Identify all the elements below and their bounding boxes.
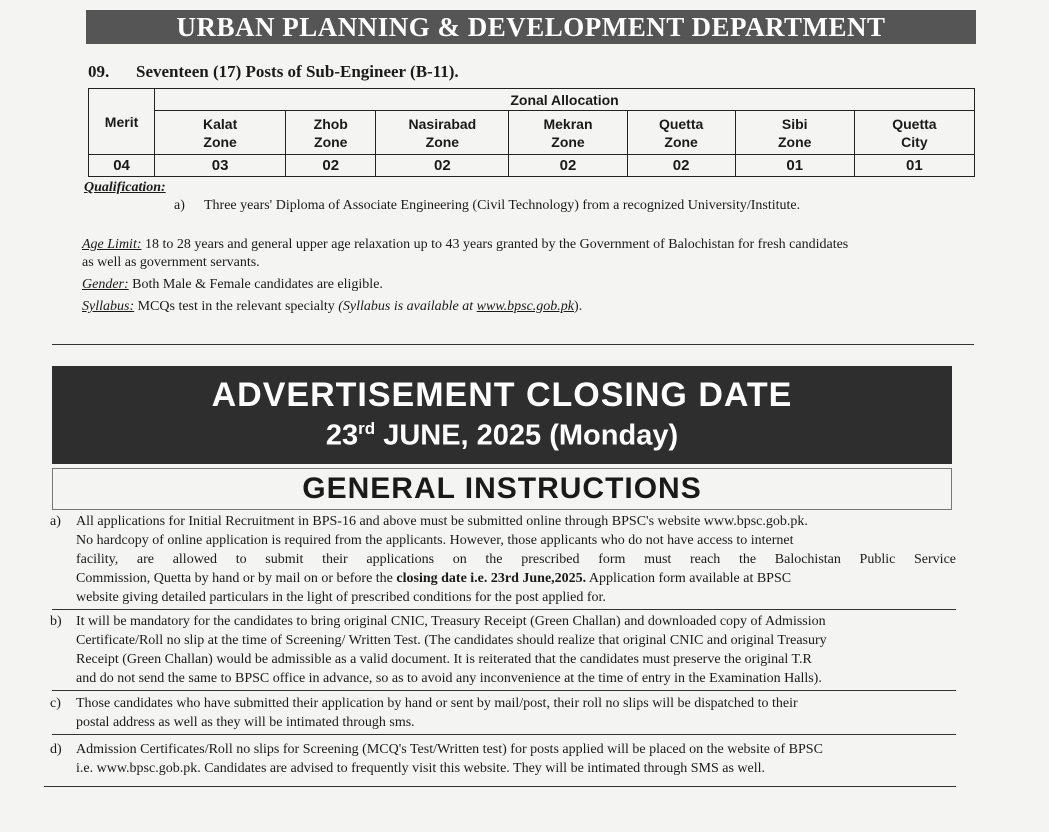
zone-value: 02 [509,155,627,177]
syllabus [82,298,582,316]
divider [52,690,956,691]
age-limit [82,236,982,272]
divider [52,734,956,735]
merit-header: Merit [89,89,155,155]
merit-value: 04 [89,155,155,177]
divider [52,344,974,345]
zone-header: Zhob Zone [286,111,376,155]
zone-value: 02 [376,155,509,177]
zonal-allocation-table [88,88,975,177]
instruction-item: c) Those candidates who have submitted their application by hand or sent by mail/post, their roll no slips will be dispatched to their postal address as well as they will be intimated through sms. [50,696,798,730]
post-heading [88,62,459,82]
qualification-item [174,198,800,214]
gender-label: Gender: [82,277,129,292]
qualification-label: Qualification: [84,180,166,195]
zone-header: Quetta City [854,111,974,155]
age-limit-label: Age Limit: [82,237,142,252]
syllabus-label: Syllabus: [82,299,135,314]
post-title: Seventeen (17) Posts of Sub-Engineer (B-11). [136,62,459,81]
zone-value: 01 [735,155,854,177]
instruction-item: d) Admission Certificates/Roll no slips for Screening (MCQ's Test/Written test) for posts applied will be placed on the website of BPSC i.e. www.bpsc.gob.pk. Candidates are advised to frequently visit this website. They will be intimated through SMS as well. [50,742,823,776]
qualification-marker: a) [174,198,185,213]
syllabus-note-end: ). [574,299,583,314]
gender [82,276,383,294]
zonal-allocation-caption: Zonal Allocation [155,89,975,111]
department-title: URBAN PLANNING & DEVELOPMENT DEPARTMENT [86,10,976,44]
divider [44,786,956,787]
instruction-marker: b) [50,614,62,629]
post-number: 09. [88,62,110,81]
zone-value: 01 [854,155,974,177]
zone-value: 03 [155,155,286,177]
closing-date-banner [52,366,952,464]
divider [52,609,956,610]
general-instructions-heading: GENERAL INSTRUCTIONS [52,468,952,510]
instruction-marker: c) [50,696,61,711]
zone-header: Quetta Zone [627,111,735,155]
zone-header: Mekran Zone [509,111,627,155]
instruction-item: a) All applications for Initial Recruitment in BPS-16 and above must be submitted online through BPSC's website www.bpsc.gob.pk. No hardcopy of online application is required from the applicants. However, those applicants who do not have access to internet facility, are allowed to submit their applications on the prescribed form must reach the Balochistan Public Service Commission, Quetta by hand or by mail on or before the closing date i.e. 23rd June,2025. Application form available at BPSC website giving detailed particulars in the light of prescribed conditions for the post applied for. [50,514,956,605]
instruction-item: b) It will be mandatory for the candidates to bring original CNIC, Treasury Receipt (Green Challan) and downloaded copy of Admission Certificate/Roll no slip at the time of Screening/ Written Test. (The candidates should realize that original CNIC and original Treasury Receipt (Green Challan) would be admissible as a valid document. It is reiterated that the candidates must preserve the original T.R and do not send the same to BPSC office in advance, so as to avoid any inconvenience at the time of entry in the Examination Halls). [50,614,827,686]
zone-value: 02 [627,155,735,177]
zone-header: Sibi Zone [735,111,854,155]
zone-value: 02 [286,155,376,177]
qualification-text: Three years' Diploma of Associate Engineering (Civil Technology) from a recognized University/Institute. [204,198,801,213]
instruction-marker: a) [50,514,61,529]
zone-header: Nasirabad Zone [376,111,509,155]
syllabus-link[interactable]: www.bpsc.gob.pk [476,299,575,314]
gender-text: Both Male & Female candidates are eligible. [132,277,383,292]
age-limit-text: 18 to 28 years and general upper age relaxation up to 43 years granted by the Government of Balochistan for fresh candidates [145,237,849,252]
closing-date: 23rd JUNE, 2025 (Monday) [325,419,679,452]
syllabus-note: (Syllabus is available at [338,299,474,314]
closing-heading: ADVERTISEMENT CLOSING DATE [211,376,793,414]
age-limit-text-cont: as well as government servants. [82,255,260,270]
syllabus-text: MCQs test in the relevant specialty [137,299,335,314]
zone-header: Kalat Zone [155,111,286,155]
instruction-marker: d) [50,742,62,757]
